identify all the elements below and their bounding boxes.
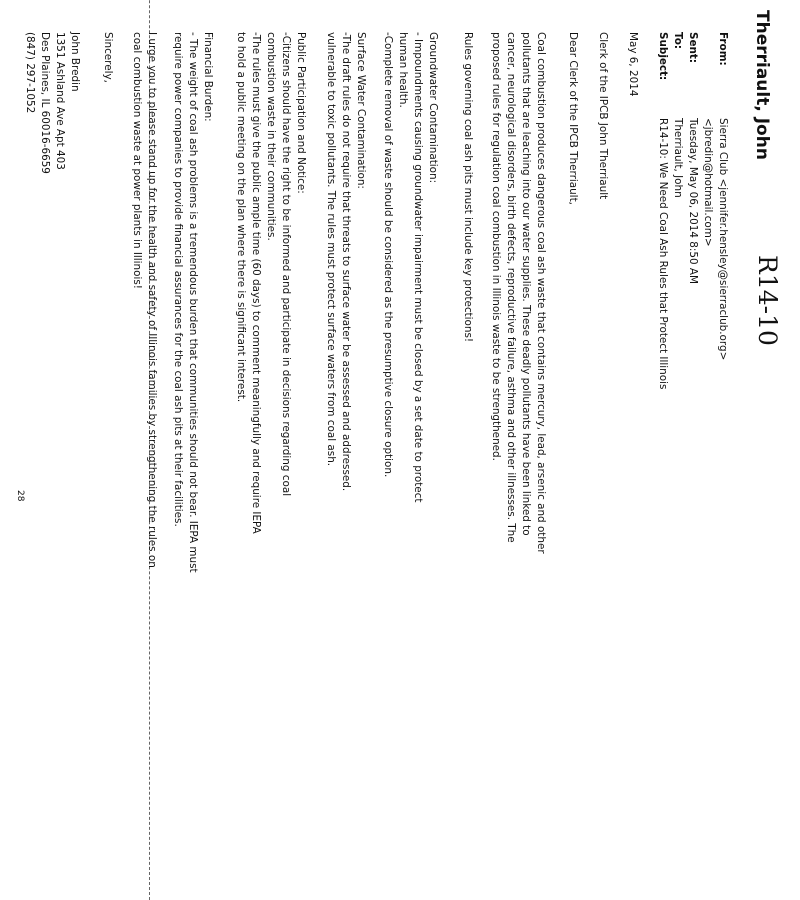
closing-line: coal combustion waste at power plants in Illinois! <box>131 32 143 289</box>
sender-name: Therriault, John <box>752 10 772 160</box>
public-participation-section <box>233 32 308 534</box>
page-number: 28 <box>15 490 25 502</box>
signature-name: John Bredin <box>69 32 81 92</box>
section-line: - The weight of coal ash problems is a tremendous burden that communities should not bear. IEPA must <box>187 32 199 573</box>
closing-paragraph <box>129 32 159 568</box>
header-value: <jbredin@hotmail.com> <box>702 118 714 247</box>
header-key: Subject: <box>657 32 669 81</box>
header-value: R14-10: We Need Coal Ash Rules that Protect Illinois <box>657 118 669 390</box>
header-key: To: <box>672 32 684 50</box>
header-row <box>700 32 715 389</box>
key-protections-line: Rules governing coal ash pits must include key protections! <box>462 32 474 343</box>
section-line: -The rules must give the public ample time (60 days) to comment meaningfully and require IEPA <box>250 32 262 534</box>
signature-phone: (847) 297-1052 <box>24 32 36 114</box>
section-line: human health. <box>397 32 409 108</box>
section-line: combustion waste in their communities. <box>265 32 277 241</box>
email-header <box>655 32 730 389</box>
salutation-line: Clerk of the IPCB John Therriault <box>597 32 609 200</box>
section-heading: Financial Burden: <box>202 32 214 122</box>
header-row <box>670 32 685 389</box>
section-heading: Public Participation and Notice: <box>295 32 307 194</box>
header-key <box>700 32 715 118</box>
signature-block <box>22 32 82 174</box>
letter-date: May 6, 2014 <box>627 32 639 97</box>
header-value: Tuesday, May 06, 2014 8:50 AM <box>687 118 699 284</box>
document-id: R14-10 <box>753 255 782 346</box>
intro-line: pollutants that are leaching into our water supplies. These deadly pollutants have been linked to <box>520 32 532 536</box>
greeting: Dear Clerk of the IPCB Therriault, <box>567 32 579 205</box>
signature-address: 1351 Ashland Ave Apt 403 <box>54 32 66 170</box>
section-line: -Citizens should have the right to be informed and participate in decisions regarding coal <box>280 32 292 497</box>
closing-line: I urge you to please stand up for the health and safety of Illinois families by strengthening the rules on <box>146 32 158 568</box>
intro-line: proposed rules for regulation coal combustion in Illinois waste to be strengthened. <box>490 32 502 461</box>
header-row <box>655 32 670 389</box>
section-heading: Groundwater Contamination: <box>427 32 439 184</box>
header-key: From: <box>717 32 729 66</box>
header-value: Therriault, John <box>672 118 684 198</box>
section-line: require power companies to provide financial assurances for the coal ash pits at their facilities. <box>172 32 184 527</box>
groundwater-section <box>380 32 440 502</box>
header-key: Sent: <box>687 32 699 64</box>
surface-water-section <box>323 32 368 491</box>
header-row <box>715 32 730 389</box>
intro-paragraph <box>488 32 548 554</box>
section-line: - Impoundments causing groundwater impairment must be closed by a set date to protect <box>412 32 424 503</box>
section-line: vulnerable to toxic pollutants. The rules must protect surface waters from coal ash. <box>325 32 337 467</box>
signature-city: Des Plaines, IL 60016-6659 <box>39 32 51 174</box>
signoff: Sincerely, <box>102 32 114 83</box>
header-row <box>685 32 700 389</box>
financial-burden-section <box>170 32 215 573</box>
intro-line: cancer, neurological disorders, birth defects, reproductive failure, asthma and other illnesses. The <box>505 32 517 543</box>
section-line: to hold a public meeting on the plan where there is significant interest. <box>235 32 247 403</box>
intro-line: Coal combustion produces dangerous coal ash waste that contains mercury, lead, arsenic and other <box>535 32 547 554</box>
section-heading: Surface Water Contamination: <box>355 32 367 189</box>
section-line: -Complete removal of waste should be considered as the presumptive closure option. <box>382 32 394 478</box>
section-line: -The draft rules do not require that threats to surface water be assessed and addressed. <box>340 32 352 492</box>
header-value: Sierra Club <jennifer.hensley@sierraclub.org> <box>717 118 729 361</box>
